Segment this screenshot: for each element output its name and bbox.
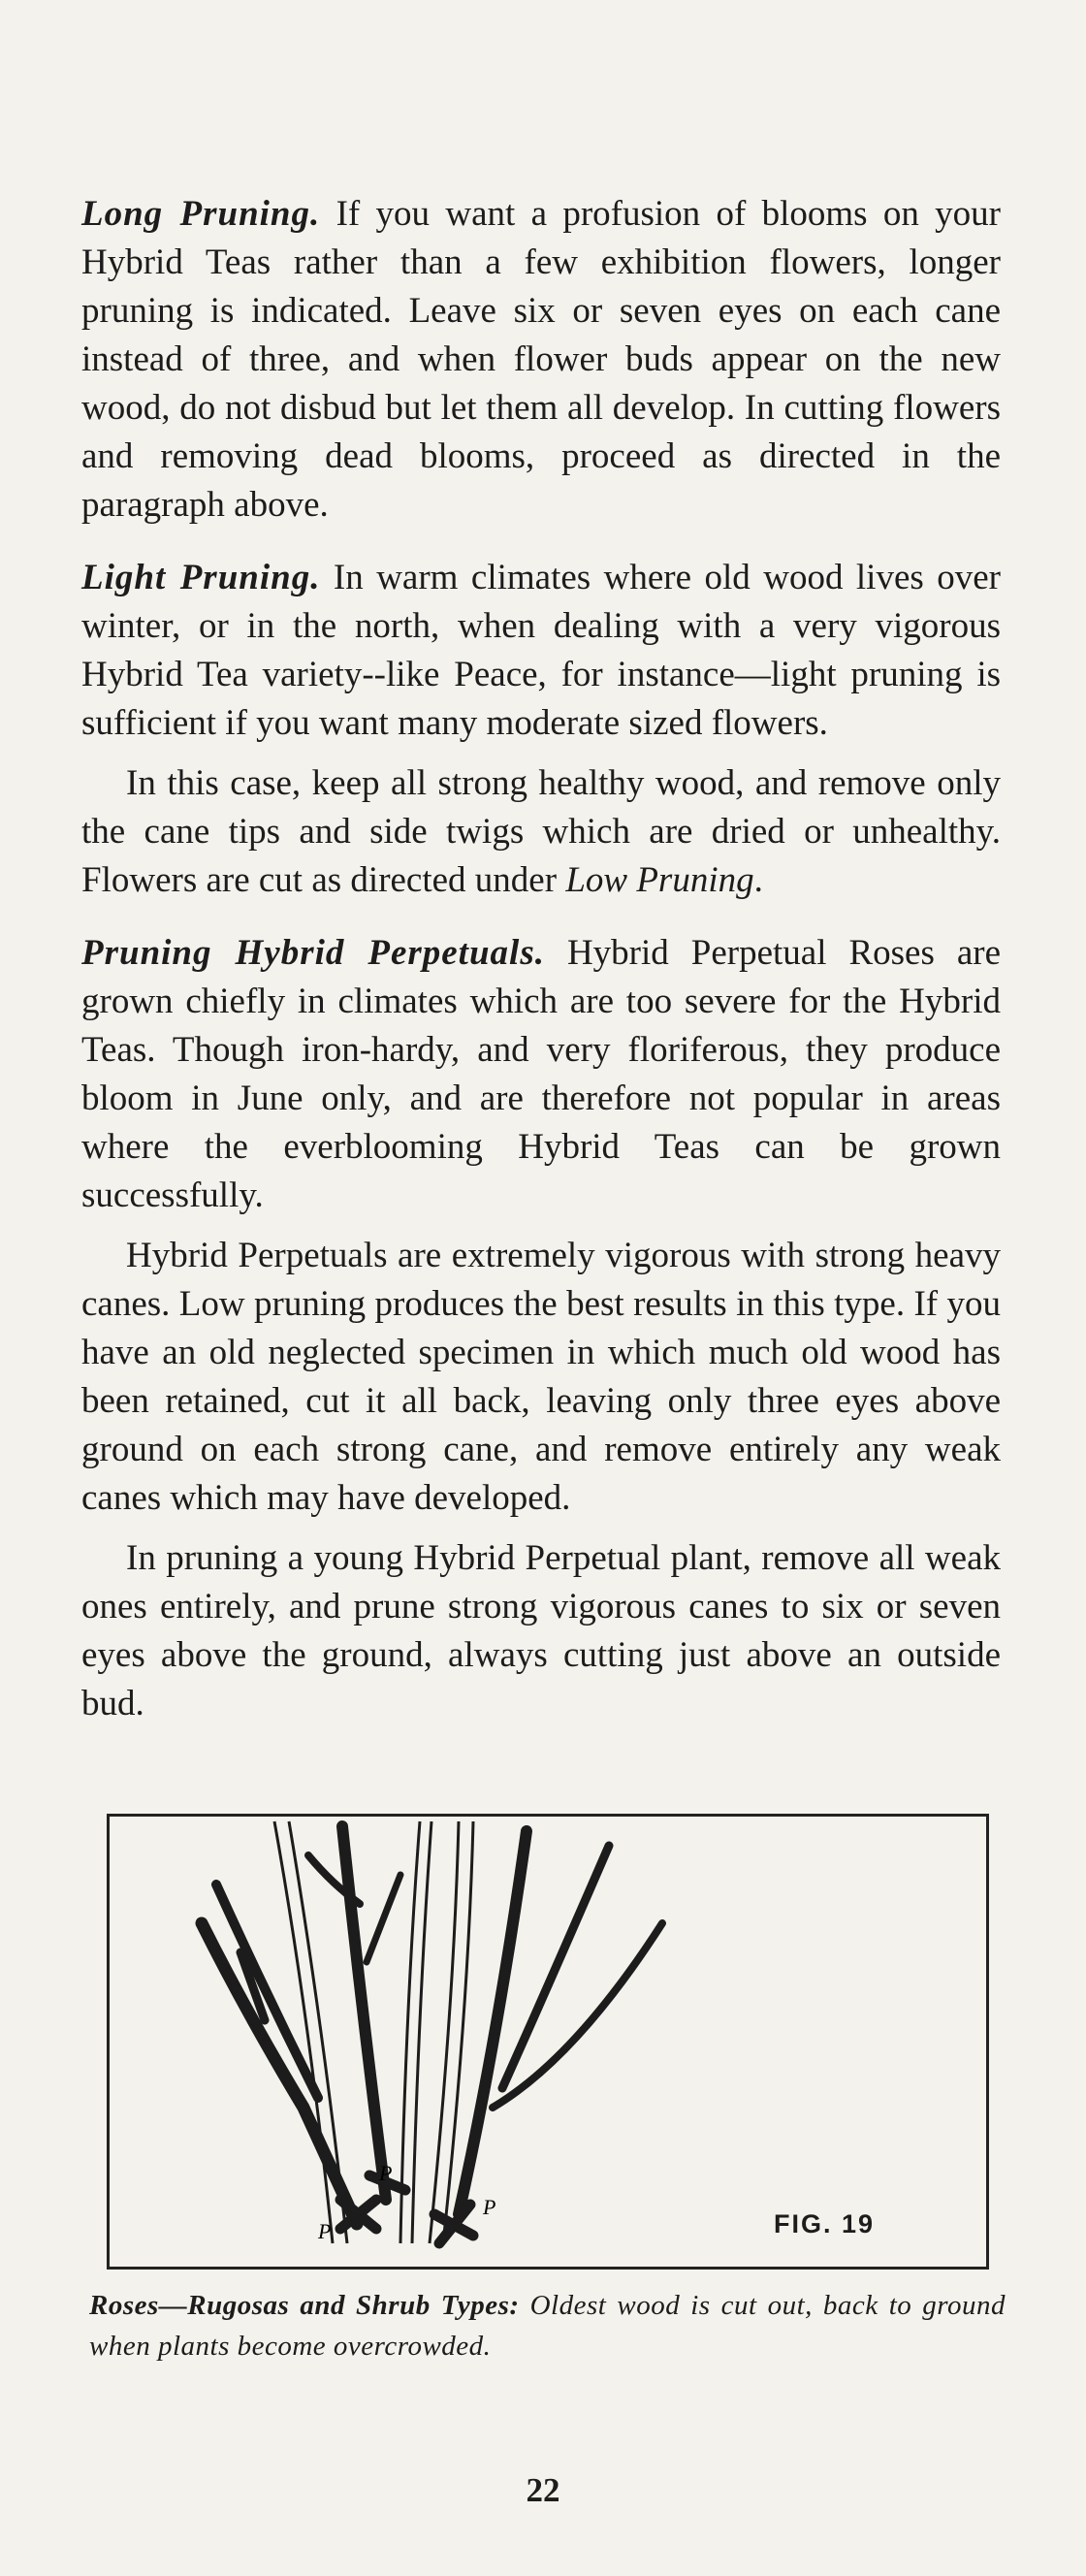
cut-marker-center: P [379, 2161, 393, 2185]
heading-long-pruning: Long Pruning. [81, 194, 321, 234]
long-pruning-text: If you want a profusion of blooms on your Hybrid Teas rather than a few exhibition flowers, longer pruning is indicated. Leave six or seven eyes on each cane instead of three, and when flower buds appear on the new wood, do not disbud but let them all develop. In cutting flowers and removing dead blooms, proceed as directed in the paragraph above. [81, 194, 1001, 525]
period: . [753, 860, 763, 900]
paragraph-hybrid-perpetuals-2: Hybrid Perpetuals are extremely vigorous with strong heavy canes. Low pruning produces the best results in this type. If you have an old neglected specimen in which much old wood has been retained, cut it all back, leaving only three eyes above ground on each strong cane, and remove entirely any weak canes which may have developed. [81, 1236, 1001, 1518]
page-number: 22 [526, 2471, 560, 2509]
paragraph-light-pruning-2 [81, 759, 1001, 905]
light-pruning-text: In warm climates where old wood lives over winter, or in the north, when dealing with a very vigorous Hybrid Tea variety--like Peace, for instance—light pruning is sufficient if you want many moderate sized flowers. [81, 558, 1001, 743]
rose-canes-illustration [110, 1817, 986, 2267]
heading-hybrid-perpetuals: Pruning Hybrid Perpetuals. [81, 933, 545, 973]
caption-text: Oldest wood is cut out, back to ground when plants become overcrowded. [89, 2290, 1006, 2362]
body-text [81, 190, 1001, 1740]
paragraph-light-pruning [81, 554, 1001, 748]
paragraph-long-pruning [81, 190, 1001, 530]
figure-pruning-illustration [107, 1814, 989, 2270]
cut-marker-right: P [483, 2195, 496, 2219]
paragraph-hybrid-perpetuals [81, 929, 1001, 1220]
cut-marker-left: P [318, 2219, 332, 2243]
figure-label: FIG. 19 [773, 2209, 875, 2238]
low-pruning-reference: Low Pruning [565, 860, 754, 900]
figure-caption [89, 2285, 1006, 2367]
hybrid-perpetuals-text: Hybrid Perpetual Roses are grown chiefly in climates which are too severe for the Hybrid Teas. Though iron-hardy, and very floriferous, they produce bloom in June only, and are therefore not popular in areas where the everblooming Hybrid Teas can be grown successfully. [81, 933, 1001, 1215]
caption-lead: Roses—Rugosas and Shrub Types: [89, 2290, 520, 2321]
light-pruning-text-2: In this case, keep all strong healthy wood, and remove only the cane tips and side twigs which are dried or unhealthy. Flowers are cut as directed under [81, 763, 1001, 900]
heading-light-pruning: Light Pruning. [81, 558, 321, 597]
paragraph-hybrid-perpetuals-3: In pruning a young Hybrid Perpetual plant, remove all weak ones entirely, and prune strong vigorous canes to six or seven eyes above the ground, always cutting just above an outside bud. [81, 1538, 1001, 1723]
